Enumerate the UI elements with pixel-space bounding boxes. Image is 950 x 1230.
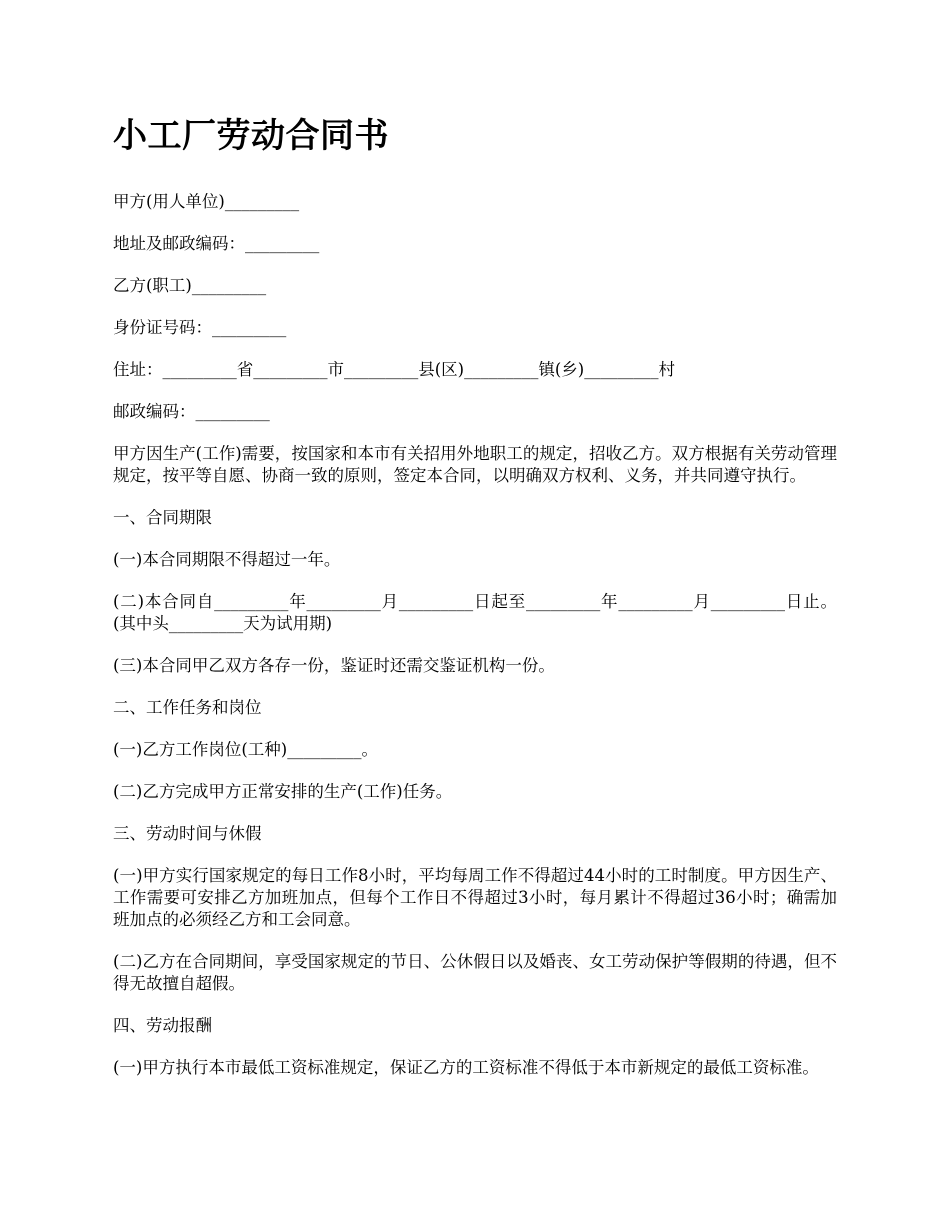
clause-2-2: (二)乙方完成甲方正常安排的生产(工作)任务。 xyxy=(113,782,453,801)
clause-3-2: (二)乙方在合同期间，享受国家规定的节日、公休假日以及婚丧、女工劳动保护等假期的待遇，但不得无故擅自超假。 xyxy=(113,952,837,993)
clause-4-1: (一)甲方执行本市最低工资标准规定，保证乙方的工资标准不得低于本市新规定的最低工资标准。 xyxy=(113,1058,819,1077)
clause-3-1: (一)甲方实行国家规定的每日工作8小时，平均每周工作不得超过44小时的工时制度。甲方因生产、工作需要可安排乙方加班加点，但每个工作日不得超过3小时，每月累计不得超过36小时；确需加班加点的必须经乙方和工会同意。 xyxy=(113,866,837,929)
section-heading-contract-term: 一、合同期限 xyxy=(113,508,212,527)
paragraph-postcode: 邮政编码：_________ xyxy=(113,402,270,421)
section-heading-working-hours: 三、劳动时间与休假 xyxy=(113,824,262,843)
document-title: 小工厂劳动合同书 xyxy=(113,116,389,156)
section-heading-remuneration: 四、劳动报酬 xyxy=(113,1016,212,1035)
paragraph-id-number: 身份证号码：_________ xyxy=(113,318,287,337)
paragraph-residence: 住址：_________省_________市_________县(区)_________镇(乡)_________村 xyxy=(113,360,675,379)
clause-1-2: (二)本合同自_________年_________月_________日起至_________年_________月_________日止。(其中头_________天为试用期) xyxy=(113,592,837,633)
section-heading-work-tasks: 二、工作任务和岗位 xyxy=(113,698,262,717)
document-body xyxy=(113,112,837,1099)
clause-1-3: (三)本合同甲乙双方各存一份，鉴证时还需交鉴证机构一份。 xyxy=(113,656,555,675)
paragraph-party-b: 乙方(职工)_________ xyxy=(113,276,267,295)
clause-1-1: (一)本合同期限不得超过一年。 xyxy=(113,550,341,569)
paragraph-address-postcode: 地址及邮政编码：_________ xyxy=(113,234,320,253)
paragraph-party-a: 甲方(用人单位)_________ xyxy=(113,192,300,211)
paragraph-preamble: 甲方因生产(工作)需要，按国家和本市有关招用外地职工的规定，招收乙方。双方根据有关劳动管理规定，按平等自愿、协商一致的原则，签定本合同，以明确双方权利、义务，并共同遵守执行。 xyxy=(113,444,837,485)
clause-2-1: (一)乙方工作岗位(工种)_________。 xyxy=(113,740,378,759)
